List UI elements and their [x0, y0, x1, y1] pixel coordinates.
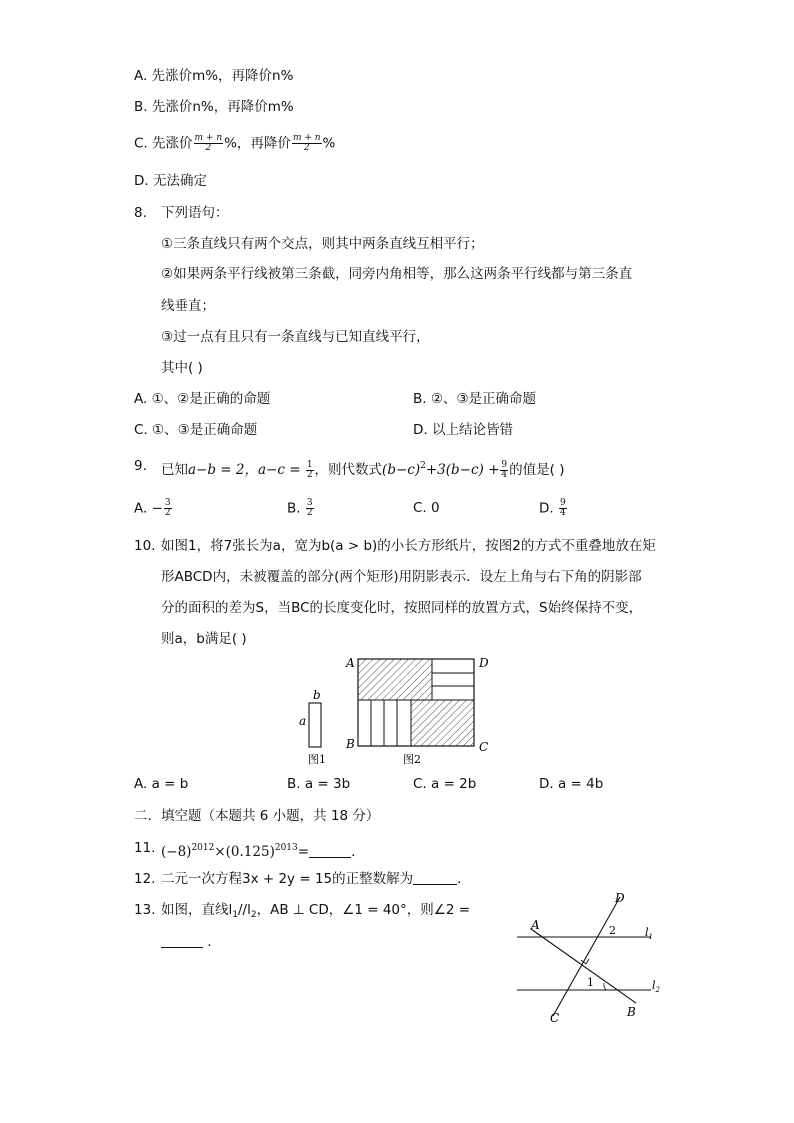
q7-option-c-fraction-2 — [292, 134, 322, 153]
fraction-numerator: 9 — [559, 498, 566, 508]
q7-option-a: A. 先涨价m%，再降价n% — [134, 68, 294, 84]
q8-statement-1: ①三条直线只有两个交点，则其中两条直线互相平行； — [161, 236, 484, 252]
fig2-corner-c: C — [479, 740, 489, 754]
label-c: C — [550, 1011, 560, 1025]
fraction-denominator: 2 — [306, 508, 313, 518]
q10-option-d: D. a = 4b — [539, 776, 604, 792]
q11-times: × — [214, 844, 226, 860]
q13-text-2: //l — [238, 902, 251, 918]
q7-option-c — [134, 134, 335, 153]
q10-line-2: 形ABCD内，未被覆盖的部分(两个矩形)用阴影表示．设左上角与右下角的阴影部 — [161, 569, 642, 585]
label-d: D — [615, 891, 625, 905]
q12-answer-blank[interactable] — [413, 871, 457, 885]
angle-1-arc — [604, 983, 606, 990]
label-angle-2: 2 — [609, 924, 616, 937]
q8-statement-2-line2: 线垂直； — [161, 298, 215, 314]
q9-text-3: 的值是( ) — [509, 462, 565, 478]
label-l1-letter: l — [645, 926, 649, 939]
fraction-denominator: 4 — [559, 508, 566, 518]
fig2-caption: 图2 — [403, 753, 421, 766]
q11-base-1: (−8) — [161, 844, 192, 860]
fig2-shaded-top-left — [358, 659, 432, 700]
q10-option-b: B. a = 3b — [287, 776, 351, 792]
fig2-shaded-bottom-right — [411, 700, 474, 746]
q9-number: 9. — [134, 458, 147, 474]
q10-line-4: 则a，b满足( ) — [161, 631, 247, 647]
fig2-horizontal-strips — [432, 659, 474, 700]
q9-expr-2: (b−c) — [382, 462, 421, 478]
fig1-side-a: a — [299, 714, 307, 728]
q10-option-c: C. a = 2b — [413, 776, 477, 792]
q13-figure — [505, 885, 675, 1025]
q9-text-1: 已知 — [161, 462, 188, 478]
fraction-numerator: 3 — [164, 498, 171, 508]
q8-option-d: D. 以上结论皆错 — [413, 422, 513, 438]
q9-text-2: ，则代数式 — [314, 462, 383, 478]
q10-line-3: 分的面积的差为S，当BC的长度变化时，按照同样的放置方式，S始终保持不变， — [161, 600, 643, 616]
fraction-numerator: 9 — [501, 459, 508, 470]
fig2-corner-a: A — [346, 656, 355, 670]
label-b: B — [627, 1005, 636, 1019]
label-angle-1: 1 — [587, 976, 594, 989]
q12-text: 二元一次方程3x + 2y = 15的正整数解为 — [161, 871, 414, 887]
q9-option-b — [287, 499, 315, 518]
q8-number: 8. — [134, 205, 147, 221]
q13-stem — [161, 901, 470, 924]
q11-end: . — [351, 844, 356, 860]
q7-option-b: B. 先涨价n%，再降价m% — [134, 99, 294, 115]
q12-stem — [161, 870, 461, 888]
q11-base-2: (0.125) — [225, 844, 275, 860]
fig2-corner-d: D — [479, 656, 489, 670]
q11-exponent-1: 2012 — [191, 843, 215, 853]
option-fraction — [559, 499, 567, 518]
q7-option-c-suffix: % — [322, 135, 336, 152]
q10-number: 10. — [134, 538, 156, 554]
option-label: B. — [287, 500, 301, 517]
q9-fraction-half — [306, 461, 314, 480]
q11-exponent-2: 2013 — [274, 843, 298, 853]
fig1-side-b: b — [313, 688, 321, 702]
option-fraction — [306, 499, 314, 518]
q13-answer-line — [161, 933, 212, 951]
q11-expression — [161, 839, 355, 861]
q10-line-1: 如图1，将7张长为a，宽为b(a > b)的小长方形纸片，按图2的方式不重叠地放在矩 — [161, 538, 656, 554]
q11-answer-blank[interactable] — [309, 844, 351, 858]
label-l2-letter: l — [652, 979, 656, 992]
option-sign: − — [151, 500, 163, 517]
option-label: D. — [539, 500, 554, 517]
q10-figure — [290, 650, 500, 770]
q9-option-a — [134, 499, 173, 518]
fig2-corner-b: B — [346, 737, 355, 751]
fraction-numerator: 3 — [306, 498, 313, 508]
q13-answer-blank[interactable] — [161, 934, 203, 948]
label-l1 — [645, 926, 653, 941]
q13-text-1: 如图，直线l — [161, 902, 233, 918]
q8-statement-2-line1: ②如果两条平行线被第三条截，同旁内角相等，那么这两条平行线都与第三条直 — [161, 266, 633, 282]
q7-option-d: D. 无法确定 — [134, 173, 207, 189]
q12-number: 12. — [134, 871, 156, 887]
q9-expr-3: +3(b−c) + — [425, 462, 500, 478]
q8-stem: 下列语句： — [161, 205, 229, 221]
fraction-denominator: 4 — [501, 469, 508, 480]
q13-subscript-1: 1 — [232, 910, 238, 920]
q11-equals: = — [297, 844, 310, 860]
q13-subscript-2: 2 — [250, 910, 257, 920]
fig1-small-rectangle — [309, 703, 321, 747]
section-title-fill-in: 二．填空题（本题共 6 小题，共 18 分） — [134, 808, 380, 824]
q8-statement-3: ③过一点有且只有一条直线与已知直线平行， — [161, 329, 430, 345]
fraction-denominator: 2 — [303, 143, 310, 153]
fraction-numerator: m + n — [194, 133, 223, 143]
q9-option-c: C. 0 — [413, 500, 440, 516]
q10-option-a: A. a = b — [134, 776, 189, 792]
fraction-numerator: 1 — [306, 459, 313, 470]
line-ab — [531, 929, 636, 1003]
q8-question: 其中( ) — [161, 360, 203, 376]
line-cd — [553, 897, 620, 1016]
q13-end: . — [207, 934, 212, 950]
q9-expr-1: a−b = 2，a−c = — [188, 462, 305, 478]
q8-option-a: A. ①、②是正确的命题 — [134, 391, 271, 407]
label-l2-subscript: 2 — [655, 986, 660, 994]
q12-end: . — [457, 871, 462, 887]
q8-option-c: C. ①、③是正确命题 — [134, 422, 258, 438]
option-fraction — [164, 499, 172, 518]
label-l2 — [652, 979, 661, 994]
label-a: A — [531, 918, 540, 932]
option-label: A. — [134, 500, 148, 517]
q8-option-b: B. ②、③是正确命题 — [413, 391, 537, 407]
q7-option-c-fraction-1 — [194, 134, 224, 153]
fraction-numerator: m + n — [292, 133, 321, 143]
fraction-denominator: 2 — [306, 469, 313, 480]
q9-option-d — [539, 499, 568, 518]
q13-number: 13. — [134, 902, 156, 918]
q9-stem — [161, 457, 564, 480]
fraction-denominator: 2 — [164, 508, 171, 518]
label-l1-subscript: 1 — [648, 933, 653, 941]
q7-option-c-mid: %，再降价 — [224, 135, 291, 152]
q13-text-3: ，AB ⊥ CD，∠1 = 40°，则∠2 = — [256, 902, 471, 918]
q11-number: 11. — [134, 840, 156, 856]
fraction-denominator: 2 — [205, 143, 212, 153]
q9-fraction-nine-fourths — [500, 461, 508, 480]
q9-exponent: 2 — [420, 461, 426, 471]
q7-option-c-prefix: C. 先涨价 — [134, 135, 193, 152]
fig1-caption: 图1 — [308, 753, 326, 766]
